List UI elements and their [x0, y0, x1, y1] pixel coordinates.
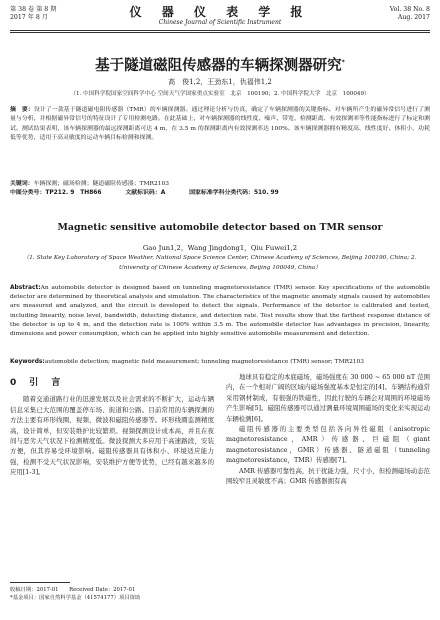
title-cn-text: 基于隧道磁阻传感器的车辆探测器研究 — [95, 58, 342, 74]
title-footnote-mark: * — [341, 59, 345, 67]
keywords-cn-label: 关键词： — [10, 181, 34, 187]
abstract-cn-label: 摘 要： — [10, 107, 34, 113]
journal-name-en: Chinese Journal of Scientific Instrument — [158, 19, 282, 26]
affiliation-cn: （1. 中国科学院国家空间科学中心 空间天气学国家重点实验室 北京 100190；2. 中国科学院大学 北京 100049） — [70, 91, 370, 97]
abstract-en — [10, 284, 430, 339]
body-column-left — [10, 372, 214, 478]
journal-name-cn: 仪 器 仪 表 学 报 — [129, 5, 311, 19]
abstract-en-label: Abstract: — [10, 285, 41, 291]
authors-en: Gao Jun1,2，Wang Jingdong1，Qiu Fuwei1,2 — [142, 244, 298, 252]
header-center — [10, 6, 430, 27]
journal-header — [10, 6, 430, 28]
volume-en: Vol. 38 No. 8 — [389, 6, 430, 13]
received-date: 收稿日期：2017-01 Received Date：2017-01 — [10, 587, 136, 593]
date-en: Aug. 2017 — [397, 14, 430, 21]
keywords-en — [10, 358, 430, 366]
fund-note: *基金项目：国家自然科学基金（41574177）项目资助 — [10, 595, 141, 601]
header-rule-thin — [10, 32, 430, 33]
abstract-en-text: An automobile detector is designed based on tunneling magnetoresistance (TMR) sensor. Key specifications of the automobile detector are determined by theoretical analysis and simulation. The characteristics of the magnetic anomaly signals caused by automobiles are measured and analyzed, and the circuit is developed to detect the signals. Performance of the detector is calibrated and tested, including linearity, noise level, bandwidth, detecting distance, and detection rate. Test results show that the farthest response distance of the detector is up to 4 m, and the detection rate is 100% within 3.5 m. The automobile detector has advantages in precision, linearity, dimensions and power consumption, which can be applied into highly sensitive automobile measurement and detection. — [10, 285, 430, 338]
clc-code: 中图分类号：TP212. 9 TH866 — [10, 190, 102, 196]
document-code: 文献标识码：A — [125, 190, 166, 196]
paper-title-cn — [0, 54, 440, 75]
footnote-rule — [10, 582, 70, 583]
affiliation-en: （1. State Key Laboratory of Space Weather, National Space Science Center, Chinese Academy of Sciences, Beijing 100190, China; 2. University of Chinese Academy of Sciences, Beijing 100049, China） — [23, 255, 417, 271]
body-column-right — [226, 372, 430, 486]
paper-title-en: Magnetic sensitive automobile detector based on TMR sensor — [57, 222, 383, 233]
date-cn: 2017 年 8 月 — [10, 14, 48, 21]
keywords-en-label: Keywords: — [10, 359, 45, 365]
body-paragraph: AMR 传感器可靠性高，抗干扰能力强，尺寸小，但检测磁场动态范围较窄且灵敏度不高；GMR 传感器拥有高 — [226, 466, 430, 486]
authors-cn: 高 俊1,2，王劲东1，仇福伟1,2 — [168, 78, 272, 86]
section-heading: 0 引 言 — [10, 378, 63, 388]
classification-cn — [10, 189, 430, 197]
abstract-cn-text: 设计了一款基于隧道磁电阻传感器（TMR）的车辆探测器。通过理论分析与仿真，确定了车辆探测器的关键指标。对车辆所产生的磁异常信号进行了测量与分析，并根据磁异常信号的特征设计了专用检测电路。在此基础上，对车辆探测器的线性度、噪声、带宽、检测距离、有效探测率等性能指标进行了标定和测试。测试结果表明，该车辆探测器的最远探测距离可达 4 m，在 3.5 m 的探测距离内有效探测率达 100%。该车辆探测器拥有精度高、线性度好、体积小、功耗低等优势，适用于高灵敏度的运动车辆目标检测和探测。 — [10, 107, 430, 141]
abstract-cn — [10, 106, 430, 143]
body-paragraph: 磁阻传感器的主要类型包括各向异性磁阻（anisotropic magnetoresistance，AMR）传感器、巨磁阻（giant magnetoresistance，GMR）传感器、隧道磁阻（tunneling magnetoresistance，TMR）传感器[7]。 — [226, 425, 430, 465]
keywords-cn-text: 车辆探测；磁场检测；隧道磁阻传感器；TMR2103 — [33, 181, 169, 187]
footnotes — [10, 586, 214, 602]
header-right — [390, 6, 430, 22]
discipline-code: 国家标准学科分类代码：510. 99 — [189, 190, 279, 196]
keywords-cn — [10, 180, 430, 188]
body-paragraph: 随着交通道路行业的迅速发展以及社会需求的不断扩大，运动车辆信息采集已大范围的覆盖停车场、街道和公路。目前常用的车辆探测的方法主要有环形线圈、视频、微波和磁阻传感器等。环形线圈监测精度高，设计简单，但安装维护比较繁琐。视频探测设计成本高，并且在夜间与恶劣天气状况下检测精度低。微波探测大多应用于高速路段，安装方便，但其容易受环境影响。磁阻传感器具有体积小、环境适应能力强，检测不受天气状况影响，安装维护方便等优势，已经有越来越多的应用[1-3]。 — [10, 395, 214, 477]
volume-cn: 第 38 卷 第 8 期 — [10, 6, 57, 13]
keywords-en-text: automobile detection; magnetic field measurement; tunneling magnetoresistance (TMR) sensor; TMR2103 — [44, 359, 365, 365]
body-paragraph: 地球具有稳定的本底磁场，磁场强度在 30 000 ~ 65 000 nT 范围内，在一个相对广阔的区域内磁场强度基本是恒定的[4]。车辆结构通常采用钢材制成，有很强的铁磁性，因此行驶的车辆会对周围的环境磁场产生影响[5]。磁阻传感器可以通过测量环境周围磁场的变化来实现运动车辆检测[6]。 — [226, 373, 430, 423]
